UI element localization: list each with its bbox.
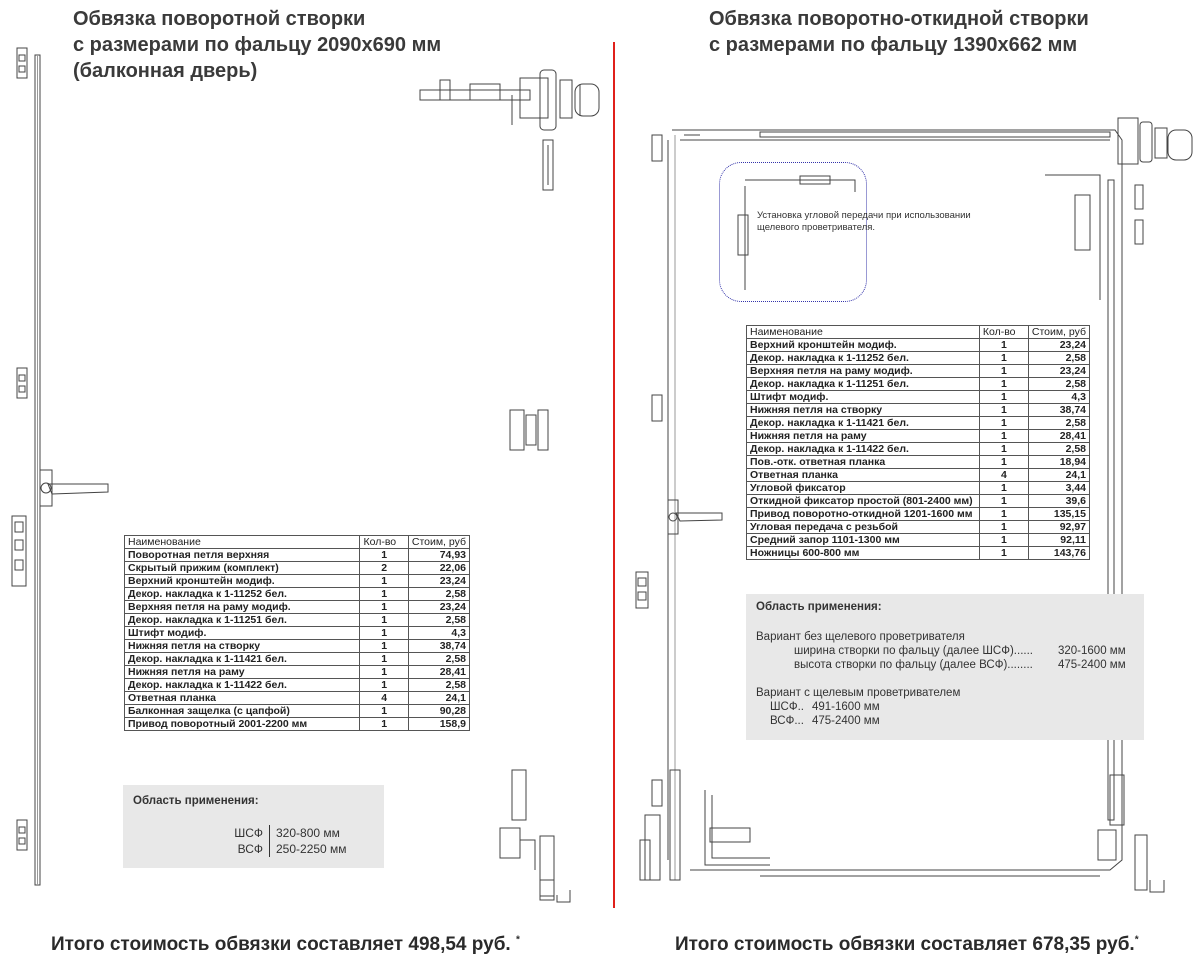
row-qty: 1	[979, 495, 1028, 508]
row-cost: 23,24	[1028, 365, 1089, 378]
row-qty: 1	[979, 365, 1028, 378]
row-qty: 1	[360, 653, 408, 666]
right-top-hinge-icon	[1118, 118, 1192, 164]
row-name: Декор. накладка к 1-11251 бел.	[125, 614, 360, 627]
row-qty: 2	[360, 562, 408, 575]
row-qty: 1	[979, 352, 1028, 365]
left-keeper-icon	[17, 48, 27, 78]
area-heading: Область применения:	[133, 795, 259, 807]
top-hinge-icon	[420, 70, 599, 130]
row-qty: 1	[360, 549, 408, 562]
row-cost: 23,24	[408, 575, 469, 588]
left-title-line: Обвязка поворотной створки	[73, 8, 366, 30]
right-title-line: с размерами по фальцу 1390х662 мм	[709, 34, 1078, 56]
left-spec-table	[124, 535, 470, 731]
area-label: ширина створки по фальцу (далее ШСФ)......	[794, 645, 1033, 657]
row-cost: 92,97	[1028, 521, 1089, 534]
row-qty: 1	[360, 705, 408, 718]
header-name: Наименование	[747, 326, 980, 339]
left-title-line: (балконная дверь)	[73, 60, 258, 82]
row-name: Ножницы 600-800 мм	[747, 547, 980, 560]
row-name: Штифт модиф.	[125, 627, 360, 640]
table-row	[125, 653, 470, 666]
table-row	[747, 547, 1090, 560]
row-name: Верхний кронштейн модиф.	[125, 575, 360, 588]
area-variant2: Вариант с щелевым проветривателем	[756, 687, 961, 699]
row-name: Декор. накладка к 1-11421 бел.	[125, 653, 360, 666]
row-qty: 4	[979, 469, 1028, 482]
row-qty: 1	[979, 534, 1028, 547]
row-name: Пов.-отк. ответная планка	[747, 456, 980, 469]
row-qty: 1	[979, 417, 1028, 430]
row-qty: 1	[360, 679, 408, 692]
row-cost: 22,06	[408, 562, 469, 575]
right-latch-icon	[636, 572, 648, 608]
table-row	[747, 365, 1090, 378]
row-cost: 135,15	[1028, 508, 1089, 521]
left-total-mark: *	[516, 934, 520, 946]
row-qty: 1	[979, 547, 1028, 560]
area-label: ШСФ..	[770, 701, 804, 713]
area-value: 250-2250 мм	[276, 842, 347, 856]
row-name: Откидной фиксатор простой (801-2400 мм)	[747, 495, 980, 508]
area-variant1-rows	[794, 644, 1126, 672]
table-row	[747, 508, 1090, 521]
row-name: Привод поворотно-откидной 1201-1600 мм	[747, 508, 980, 521]
table-header-row	[125, 536, 470, 549]
row-cost: 28,41	[408, 666, 469, 679]
right-handle-icon	[668, 500, 722, 534]
corner-transmission-note: Установка угловой передачи при использовании щелевого проветривателя.	[757, 210, 971, 233]
table-row	[747, 469, 1090, 482]
scissor-icon	[1045, 175, 1100, 300]
row-qty: 1	[979, 391, 1028, 404]
area-variant1: Вариант без щелевого проветривателя	[756, 631, 965, 643]
row-name: Декор. накладка к 1-11251 бел.	[747, 378, 980, 391]
header-name: Наименование	[125, 536, 360, 549]
row-cost: 24,1	[408, 692, 469, 705]
table-row	[125, 562, 470, 575]
table-row	[747, 391, 1090, 404]
row-qty: 1	[360, 627, 408, 640]
row-qty: 1	[979, 430, 1028, 443]
row-cost: 39,6	[1028, 495, 1089, 508]
row-name: Нижняя петля на створку	[125, 640, 360, 653]
table-header-row	[747, 326, 1090, 339]
row-cost: 143,76	[1028, 547, 1089, 560]
right-total-mark: *	[1134, 934, 1139, 946]
corner-drive-icon	[705, 790, 1100, 876]
row-cost: 2,58	[408, 653, 469, 666]
header-qty: Кол-во	[979, 326, 1028, 339]
row-qty: 1	[360, 614, 408, 627]
row-name: Скрытый прижим (комплект)	[125, 562, 360, 575]
handle-icon	[40, 470, 108, 506]
balcony-latch-icon	[12, 516, 26, 586]
row-cost: 2,58	[1028, 417, 1089, 430]
row-name: Штифт модиф.	[747, 391, 980, 404]
row-cost: 38,74	[408, 640, 469, 653]
table-row	[125, 601, 470, 614]
row-qty: 1	[360, 575, 408, 588]
table-row	[125, 549, 470, 562]
left-keeper-icon	[17, 820, 27, 850]
table-row	[125, 640, 470, 653]
table-row	[747, 443, 1090, 456]
row-name: Поворотная петля верхняя	[125, 549, 360, 562]
left-total-text: Итого стоимость обвязки составляет 498,54 руб.	[51, 934, 511, 955]
area-value: 475-2400 мм	[812, 715, 880, 727]
row-cost: 74,93	[408, 549, 469, 562]
row-name: Нижняя петля на раму	[747, 430, 980, 443]
row-name: Верхний кронштейн модиф.	[747, 339, 980, 352]
right-top-rod	[760, 132, 1110, 137]
table-row	[747, 378, 1090, 391]
row-name: Угловая передача с резьбой	[747, 521, 980, 534]
area-variant2-rows	[770, 700, 880, 728]
left-application-area	[123, 785, 384, 868]
row-cost: 2,58	[1028, 352, 1089, 365]
row-qty: 1	[360, 718, 408, 731]
row-qty: 1	[979, 508, 1028, 521]
row-cost: 158,9	[408, 718, 469, 731]
table-row	[125, 588, 470, 601]
right-total	[675, 934, 1139, 956]
row-cost: 2,58	[408, 588, 469, 601]
row-name: Ответная планка	[125, 692, 360, 705]
table-row	[125, 575, 470, 588]
left-keeper-icon	[17, 368, 27, 398]
row-qty: 1	[360, 666, 408, 679]
row-name: Нижняя петля на раму	[125, 666, 360, 679]
row-name: Средний запор 1101-1300 мм	[747, 534, 980, 547]
row-cost: 2,58	[1028, 378, 1089, 391]
row-cost: 23,24	[1028, 339, 1089, 352]
right-title-line: Обвязка поворотно-откидной створки	[709, 8, 1089, 30]
table-row	[125, 692, 470, 705]
table-row	[747, 482, 1090, 495]
row-cost: 2,58	[408, 614, 469, 627]
row-name: Декор. накладка к 1-11252 бел.	[125, 588, 360, 601]
row-cost: 38,74	[1028, 404, 1089, 417]
area-value: 320-800 мм	[276, 826, 340, 840]
table-row	[747, 352, 1090, 365]
row-qty: 1	[979, 482, 1028, 495]
table-row	[747, 404, 1090, 417]
area-label: высота створки по фальцу (далее ВСФ)........	[794, 659, 1033, 671]
table-row	[125, 666, 470, 679]
middle-keeper-icon	[510, 410, 548, 450]
row-qty: 1	[979, 456, 1028, 469]
area-label: ВСФ...	[770, 715, 804, 727]
table-row	[747, 339, 1090, 352]
row-cost: 2,58	[408, 679, 469, 692]
row-name: Угловой фиксатор	[747, 482, 980, 495]
row-qty: 1	[979, 339, 1028, 352]
row-cost: 92,11	[1028, 534, 1089, 547]
area-value: 475-2400 мм	[1058, 659, 1126, 671]
table-row	[125, 614, 470, 627]
area-value: 320-1600 мм	[1058, 645, 1126, 657]
right-application-area	[746, 594, 1144, 740]
header-cost: Стоим, руб	[1028, 326, 1089, 339]
row-name: Ответная планка	[747, 469, 980, 482]
pin-icon	[543, 140, 553, 190]
header-qty: Кол-во	[360, 536, 408, 549]
right-spec-table	[746, 325, 1090, 560]
row-qty: 1	[360, 588, 408, 601]
row-name: Декор. накладка к 1-11252 бел.	[747, 352, 980, 365]
row-cost: 24,1	[1028, 469, 1089, 482]
row-cost: 4,3	[408, 627, 469, 640]
table-row	[747, 495, 1090, 508]
row-name: Декор. накладка к 1-11422 бел.	[747, 443, 980, 456]
row-name: Декор. накладка к 1-11421 бел.	[747, 417, 980, 430]
row-cost: 2,58	[1028, 443, 1089, 456]
row-qty: 1	[979, 521, 1028, 534]
row-name: Верхняя петля на раму модиф.	[125, 601, 360, 614]
left-title-line: с размерами по фальцу 2090х690 мм	[73, 34, 442, 56]
area-value: 491-1600 мм	[812, 701, 880, 713]
row-cost: 18,94	[1028, 456, 1089, 469]
area-values	[229, 825, 347, 857]
row-cost: 23,24	[408, 601, 469, 614]
table-row	[125, 679, 470, 692]
row-name: Привод поворотный 2001-2200 мм	[125, 718, 360, 731]
table-row	[747, 521, 1090, 534]
right-total-text: Итого стоимость обвязки составляет 678,35 руб.	[675, 934, 1135, 955]
bottom-hinge-icon	[500, 770, 570, 902]
row-cost: 3,44	[1028, 482, 1089, 495]
right-bottom-latch-icon	[640, 770, 680, 880]
area-label: ШСФ	[229, 825, 270, 841]
row-cost: 28,41	[1028, 430, 1089, 443]
row-qty: 1	[360, 640, 408, 653]
table-row	[125, 718, 470, 731]
row-qty: 1	[979, 443, 1028, 456]
table-row	[747, 430, 1090, 443]
area-label: ВСФ	[229, 841, 270, 857]
area-heading: Область применения:	[756, 601, 882, 613]
row-qty: 4	[360, 692, 408, 705]
row-name: Декор. накладка к 1-11422 бел.	[125, 679, 360, 692]
row-qty: 1	[979, 404, 1028, 417]
row-cost: 4,3	[1028, 391, 1089, 404]
table-row	[125, 705, 470, 718]
table-row	[747, 417, 1090, 430]
row-name: Верхняя петля на раму модиф.	[747, 365, 980, 378]
table-row	[125, 627, 470, 640]
table-row	[747, 534, 1090, 547]
left-total	[51, 934, 520, 956]
row-cost: 90,28	[408, 705, 469, 718]
table-row	[747, 456, 1090, 469]
header-cost: Стоим, руб	[408, 536, 469, 549]
row-name: Нижняя петля на створку	[747, 404, 980, 417]
row-qty: 1	[360, 601, 408, 614]
row-name: Балконная защелка (с цапфой)	[125, 705, 360, 718]
row-qty: 1	[979, 378, 1028, 391]
